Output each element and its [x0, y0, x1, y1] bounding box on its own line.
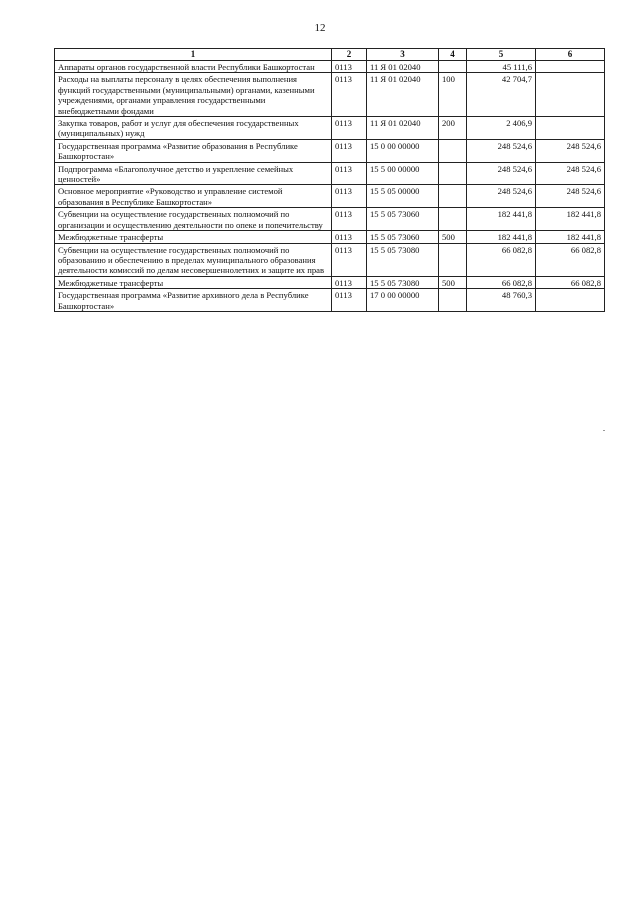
section-code-cell: 0113: [332, 139, 367, 162]
column-header: 2: [332, 49, 367, 61]
subvention-amount-cell: 248 524,6: [536, 139, 605, 162]
budget-table: [54, 48, 605, 312]
expense-name-cell: Основное мероприятие «Руководство и управление системой образования в Республике Башкортостан»: [55, 185, 332, 208]
amount-cell: 48 760,3: [467, 289, 536, 312]
target-article-cell: 17 0 00 00000: [367, 289, 439, 312]
expense-type-cell: [439, 243, 467, 276]
page-number: 12: [314, 22, 326, 34]
subvention-amount-cell: 248 524,6: [536, 185, 605, 208]
column-header: 1: [55, 49, 332, 61]
section-code-cell: 0113: [332, 289, 367, 312]
section-code-cell: 0113: [332, 231, 367, 243]
expense-name-cell: Межбюджетные трансферты: [55, 276, 332, 288]
subvention-amount-cell: 66 082,8: [536, 276, 605, 288]
target-article-cell: 15 5 05 73080: [367, 243, 439, 276]
amount-cell: 248 524,6: [467, 162, 536, 185]
section-code-cell: 0113: [332, 61, 367, 73]
column-header: 3: [367, 49, 439, 61]
target-article-cell: 11 Я 01 02040: [367, 117, 439, 140]
expense-name-cell: Межбюджетные трансферты: [55, 231, 332, 243]
section-code-cell: 0113: [332, 162, 367, 185]
target-article-cell: 11 Я 01 02040: [367, 73, 439, 117]
expense-type-cell: 100: [439, 73, 467, 117]
subvention-amount-cell: 66 082,8: [536, 243, 605, 276]
target-article-cell: 15 0 00 00000: [367, 139, 439, 162]
table-row: [55, 185, 605, 208]
table-row: [55, 276, 605, 288]
target-article-cell: 15 5 05 73060: [367, 208, 439, 231]
target-article-cell: 15 5 05 73060: [367, 231, 439, 243]
section-code-cell: 0113: [332, 276, 367, 288]
scan-speck: [603, 430, 605, 431]
expense-name-cell: Закупка товаров, работ и услуг для обеспечения государственных (муниципальных) нужд: [55, 117, 332, 140]
section-code-cell: 0113: [332, 117, 367, 140]
amount-cell: 182 441,8: [467, 208, 536, 231]
target-article-cell: 15 5 00 00000: [367, 162, 439, 185]
subvention-amount-cell: [536, 117, 605, 140]
table-row: [55, 162, 605, 185]
table-row: [55, 289, 605, 312]
table-header-row: [55, 49, 605, 61]
column-header: 6: [536, 49, 605, 61]
expense-name-cell: Подпрограмма «Благополучное детство и укрепление семейных ценностей»: [55, 162, 332, 185]
table-row: [55, 117, 605, 140]
section-code-cell: 0113: [332, 185, 367, 208]
amount-cell: 66 082,8: [467, 276, 536, 288]
amount-cell: 182 441,8: [467, 231, 536, 243]
target-article-cell: 15 5 05 73080: [367, 276, 439, 288]
expense-type-cell: [439, 185, 467, 208]
expense-type-cell: [439, 208, 467, 231]
section-code-cell: 0113: [332, 243, 367, 276]
section-code-cell: 0113: [332, 208, 367, 231]
amount-cell: 2 406,9: [467, 117, 536, 140]
expense-name-cell: Государственная программа «Развитие образования в Республике Башкортостан»: [55, 139, 332, 162]
column-header: 4: [439, 49, 467, 61]
table-row: [55, 243, 605, 276]
column-header: 5: [467, 49, 536, 61]
subvention-amount-cell: [536, 289, 605, 312]
amount-cell: 248 524,6: [467, 185, 536, 208]
subvention-amount-cell: 182 441,8: [536, 208, 605, 231]
amount-cell: 66 082,8: [467, 243, 536, 276]
target-article-cell: 11 Я 01 02040: [367, 61, 439, 73]
table-row: [55, 61, 605, 73]
expense-type-cell: 200: [439, 117, 467, 140]
section-code-cell: 0113: [332, 73, 367, 117]
expense-type-cell: [439, 61, 467, 73]
amount-cell: 248 524,6: [467, 139, 536, 162]
expense-name-cell: Субвенции на осуществление государственных полномочий по образованию и обеспечению в пределах муниципального образования деятельности комиссий по делам несовершеннолетних и защите их прав: [55, 243, 332, 276]
amount-cell: 42 704,7: [467, 73, 536, 117]
subvention-amount-cell: [536, 61, 605, 73]
table-row: [55, 73, 605, 117]
expense-type-cell: [439, 289, 467, 312]
expense-type-cell: 500: [439, 231, 467, 243]
expense-type-cell: 500: [439, 276, 467, 288]
target-article-cell: 15 5 05 00000: [367, 185, 439, 208]
subvention-amount-cell: 248 524,6: [536, 162, 605, 185]
table-row: [55, 208, 605, 231]
subvention-amount-cell: 182 441,8: [536, 231, 605, 243]
table-row: [55, 139, 605, 162]
expense-name-cell: Расходы на выплаты персоналу в целях обеспечения выполнения функций государственными (муниципальными) органами, казенными учреждениями, органами управления государственными внебюджетными фондами: [55, 73, 332, 117]
subvention-amount-cell: [536, 73, 605, 117]
expense-name-cell: Аппараты органов государственной власти Республики Башкортостан: [55, 61, 332, 73]
table-row: [55, 231, 605, 243]
expense-type-cell: [439, 139, 467, 162]
expense-name-cell: Субвенции на осуществление государственных полномочий по организации и осуществлению деятельности по опеке и попечительству: [55, 208, 332, 231]
amount-cell: 45 111,6: [467, 61, 536, 73]
expense-type-cell: [439, 162, 467, 185]
expense-name-cell: Государственная программа «Развитие архивного дела в Республике Башкортостан»: [55, 289, 332, 312]
